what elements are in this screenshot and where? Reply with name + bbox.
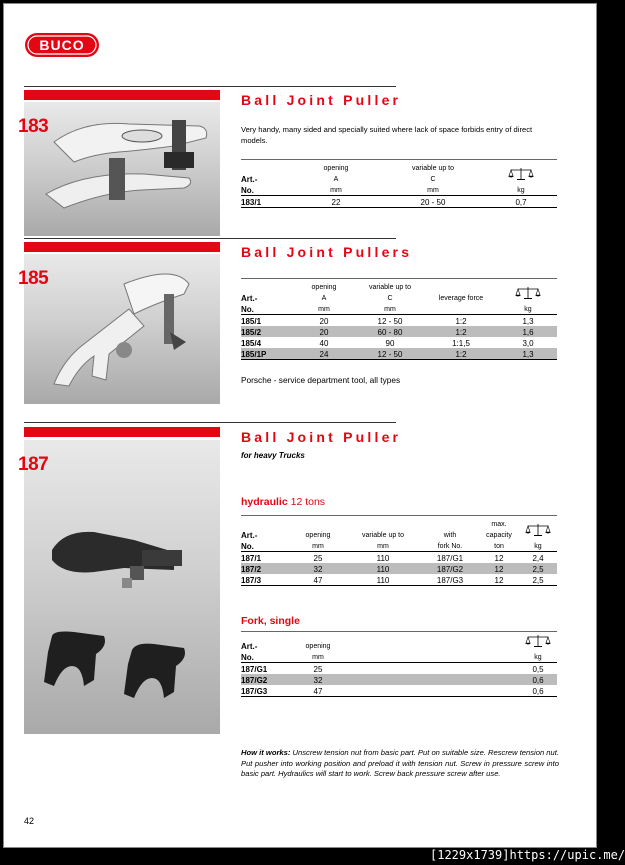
table-cell: 2,5 [519, 563, 557, 574]
table-cell: 22 [291, 196, 381, 208]
col-header: kg [485, 184, 557, 196]
table-header-row [241, 303, 557, 315]
red-bar [24, 90, 220, 100]
scale-icon [525, 634, 551, 648]
section-title: Ball Joint Pullers [241, 244, 413, 260]
table-cell [499, 281, 557, 303]
buco-logo [24, 32, 100, 58]
table-cell: 110 [376, 554, 390, 563]
table-cell [345, 674, 519, 685]
table-cell [345, 518, 421, 529]
table-cell: 40 [319, 339, 329, 348]
table-row [241, 663, 557, 675]
table-cell: 187/G2 [241, 674, 291, 685]
scale-icon [508, 167, 534, 181]
spec-table-183 [241, 162, 557, 208]
section-subtitle: for heavy Trucks [241, 451, 305, 460]
table-cell: mm [291, 651, 345, 663]
table-cell: 185/2 [241, 326, 291, 337]
table-cell: 2,5 [519, 574, 557, 586]
product-image-185 [24, 254, 220, 404]
col-header: opening [323, 165, 349, 172]
spec-table-187 [241, 518, 557, 586]
table-cell [423, 281, 499, 292]
table-header-row [241, 540, 557, 552]
table-cell: variable up to [368, 284, 412, 291]
col-header: Art.- [241, 175, 258, 184]
catalog-page [3, 3, 597, 848]
product-number-183: 183 [18, 116, 49, 137]
table-cell: 0,6 [519, 674, 557, 685]
table-cell: 1,3 [522, 317, 534, 326]
table-cell: 183/1 [241, 196, 291, 208]
table-header-row [241, 518, 557, 529]
table-row [241, 552, 557, 564]
table-cell: 187/G3 [241, 685, 291, 697]
table-cell: mm [291, 540, 345, 552]
table-cell: mm [357, 303, 423, 315]
image-size-watermark: [1229x1739]https://upic.me/ [430, 848, 625, 862]
table-cell: 0,5 [532, 665, 544, 674]
table-row [241, 326, 557, 337]
scale-icon [515, 286, 541, 300]
table-cell: opening [305, 532, 331, 539]
table-cell: 1,3 [499, 348, 557, 360]
table-cell: 12 - 50 [377, 317, 403, 326]
table-cell: 187/1 [241, 554, 262, 563]
col-header: mm [381, 184, 485, 196]
table-cell: 3,0 [522, 339, 534, 348]
table-cell: opening [305, 643, 331, 650]
table-cell: 185/1P [241, 348, 291, 360]
table-header-row [241, 184, 557, 196]
table-cell: No. [241, 651, 291, 663]
table-cell: 187/G1 [436, 554, 464, 563]
table-cell: 185/4 [241, 339, 262, 348]
table-cell: 2,4 [532, 554, 544, 563]
table-cell: mm [345, 540, 421, 552]
table-cell: No. [241, 540, 291, 552]
table-cell: 32 [291, 563, 345, 574]
product-image-183 [24, 102, 220, 236]
table-cell: variable up to [361, 532, 405, 539]
table-cell [345, 651, 519, 663]
col-header: variable up to [411, 165, 455, 172]
table-cell: A [321, 295, 327, 302]
table-cell [291, 518, 345, 529]
table-cell [345, 663, 519, 675]
table-row [241, 315, 557, 327]
table-cell: 187/2 [241, 563, 291, 574]
table-cell [519, 518, 557, 540]
col-header: mm [291, 184, 381, 196]
table-cell: 32 [291, 674, 345, 685]
table-cell: 0,7 [485, 196, 557, 208]
table-cell: 25 [313, 665, 323, 674]
table-cell: 12 [479, 574, 519, 586]
table-cell [519, 634, 557, 651]
product-description: Very handy, many sided and specially suited where lack of space forbids entry of direct models. [241, 125, 533, 145]
table-cell: 12 - 50 [357, 348, 423, 360]
table-cell: 1:1,5 [452, 339, 470, 348]
table-cell: 12 [479, 563, 519, 574]
table-cell: mm [291, 303, 357, 315]
table-cell: 47 [291, 685, 345, 697]
table-cell [421, 518, 479, 529]
table-row [241, 348, 557, 360]
table-header-row [241, 162, 557, 173]
red-bar [24, 427, 220, 437]
table-cell: fork No. [421, 540, 479, 552]
section-divider [24, 86, 396, 87]
red-bar [24, 242, 220, 252]
table-cell: 20 - 50 [381, 196, 485, 208]
table-cell: 1:2 [455, 317, 467, 326]
ball-joint-puller-illustration [24, 254, 220, 404]
scale-icon [525, 523, 551, 537]
table-rule [241, 278, 557, 279]
page-number: 42 [24, 816, 35, 826]
product-number-185: 185 [18, 268, 49, 289]
hydraulic-puller-illustration [24, 440, 220, 734]
section-divider [24, 238, 396, 239]
table-cell: 187/G3 [421, 574, 479, 586]
table-cell: 47 [291, 574, 345, 586]
product-number-187: 187 [18, 454, 49, 475]
table-cell: 1,6 [499, 326, 557, 337]
table-cell [485, 162, 557, 184]
table-cell: C [387, 295, 393, 302]
table-cell: Art.- [241, 642, 258, 651]
table-cell: kg [519, 651, 557, 663]
table-cell: 20 [319, 317, 329, 326]
table-cell: 110 [345, 563, 421, 574]
fork-heading: Fork, single [241, 615, 300, 627]
table-header-row [241, 529, 557, 540]
col-header: C [430, 176, 436, 183]
table-cell: 25 [313, 554, 323, 563]
table-row [241, 337, 557, 348]
section-divider [24, 422, 396, 423]
ball-joint-puller-illustration [24, 102, 220, 236]
table-cell [423, 303, 499, 315]
table-rule [241, 631, 557, 632]
hydraulic-heading: hydraulic 12 tons [241, 496, 326, 508]
table-cell [345, 685, 519, 697]
section-title: Ball Joint Puller [241, 429, 402, 445]
table-row [241, 674, 557, 685]
table-cell: max. [491, 521, 507, 528]
table-cell: Art.- [241, 531, 258, 540]
table-cell: 185/1 [241, 317, 262, 326]
table-cell: 12 [494, 554, 504, 563]
col-header: A [333, 176, 339, 183]
table-cell: 187/G1 [241, 665, 268, 674]
table-cell [241, 281, 291, 292]
table-cell: 60 - 80 [357, 326, 423, 337]
table-header-row [241, 651, 557, 663]
col-header: No. [241, 184, 291, 196]
table-rule [241, 159, 557, 160]
table-row [241, 196, 557, 208]
table-cell: Art.- [241, 294, 258, 303]
section-title: Ball Joint Puller [241, 92, 402, 108]
how-it-works: How it works: Unscrew tension nut from basic part. Put on suitable size. Rescrew tension nut. Put pusher into working position and preload it with tension nut. Screw in pressure screw into basic part. Hydraulics will start to work. Screw back pressure screw after use. [241, 748, 559, 778]
table-cell: 1:2 [423, 348, 499, 360]
table-row [241, 563, 557, 574]
table-cell: No. [241, 303, 291, 315]
table-cell: 20 [291, 326, 357, 337]
table-note: Porsche - service department tool, all types [241, 375, 401, 385]
table-row [241, 685, 557, 697]
table-rule [241, 515, 557, 516]
table-row [241, 574, 557, 586]
table-cell: 187/G2 [421, 563, 479, 574]
table-cell: capacity [486, 532, 512, 539]
table-cell [241, 162, 291, 173]
svg-text:BUCO: BUCO [39, 37, 85, 53]
fork-table [241, 634, 557, 697]
table-cell: 24 [291, 348, 357, 360]
table-cell: leverage force [438, 295, 484, 302]
table-cell: 187/3 [241, 574, 291, 586]
table-cell: 0,6 [519, 685, 557, 697]
table-cell [241, 518, 291, 529]
table-cell: with [443, 532, 457, 539]
table-cell: 1:2 [423, 326, 499, 337]
table-cell: opening [311, 284, 337, 291]
table-cell: kg [499, 303, 557, 315]
table-header-row [241, 281, 557, 292]
table-cell [345, 634, 519, 651]
table-cell: kg [519, 540, 557, 552]
table-cell: 90 [385, 339, 395, 348]
table-cell: ton [479, 540, 519, 552]
table-cell: 110 [345, 574, 421, 586]
product-image-187 [24, 440, 220, 734]
table-header-row [241, 634, 557, 651]
spec-table-185 [241, 281, 557, 360]
